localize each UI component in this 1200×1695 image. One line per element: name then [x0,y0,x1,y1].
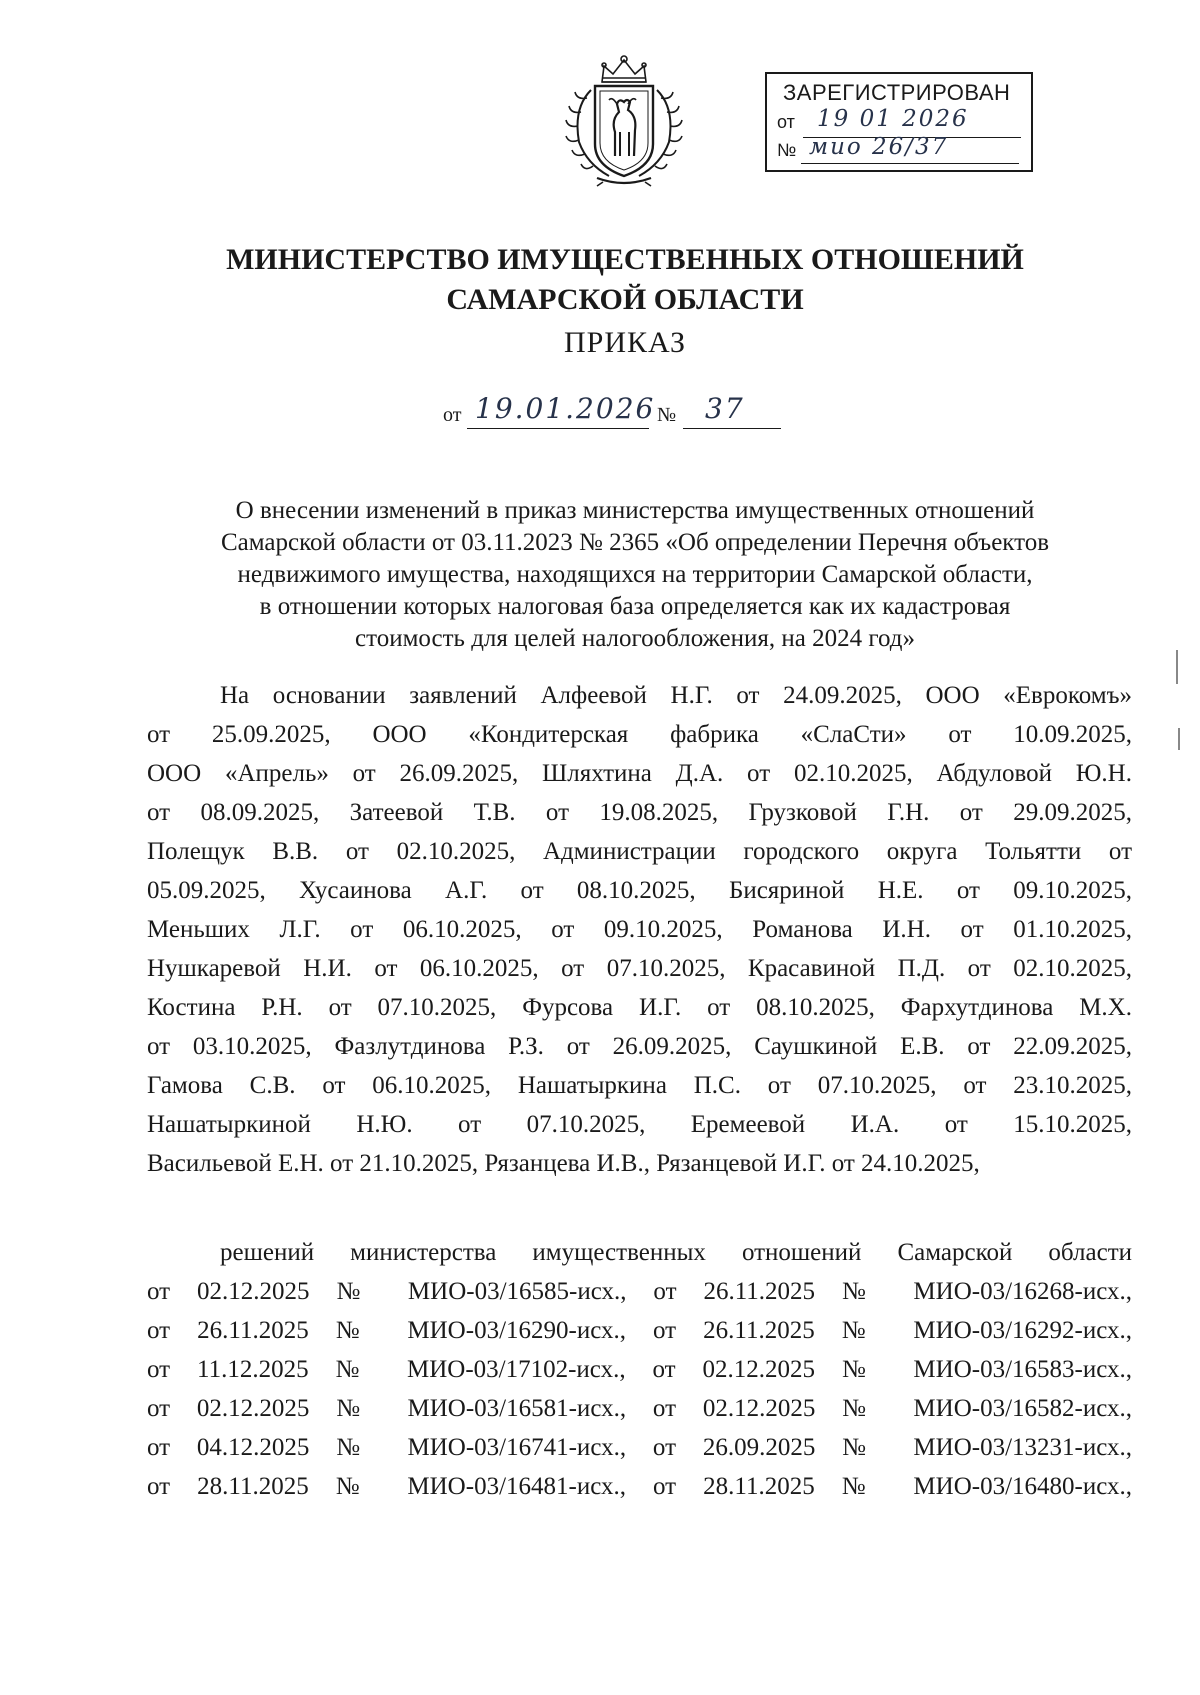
subject-line: О внесении изменений в приказ министерства имущественных отношений [235,497,1035,524]
paragraph-line: Полещук В.В. от 02.10.2025, Администрации городского округа Тольятти от [147,838,1132,865]
order-date-label: от [443,404,462,426]
paragraph-line: ООО «Апрель» от 26.09.2025, Шляхтина Д.А. от 02.10.2025, Абдуловой Ю.Н. [147,760,1132,787]
subject-line: в отношении которых налоговая база определяется как их кадастровая [259,593,1011,620]
subject-line: Самарской области от 03.11.2023 № 2365 «Об определении Перечня объектов [220,529,1050,556]
order-date-number [443,392,803,432]
paragraph-line: от 03.10.2025, Фазлутдинова Р.З. от 26.09.2025, Саушкиной Е.В. от 22.09.2025, [147,1033,1132,1060]
scan-artifact [1176,650,1178,684]
order-number-label: № [657,404,677,426]
paragraph-line: Гамова С.В. от 06.10.2025, Нашатыркина П.С. от 07.10.2025, от 23.10.2025, [147,1072,1132,1099]
paragraph-line: от 25.09.2025, ООО «Кондитерская фабрика «СлаСти» от 10.09.2025, [147,721,1132,748]
paragraph-line: Костина Р.Н. от 07.10.2025, Фурсова И.Г. от 08.10.2025, Фархутдинова М.Х. [147,994,1132,1021]
ministry-name [0,240,1200,320]
registration-stamp [765,72,1033,172]
paragraph-line: На основании заявлений Алфеевой Н.Г. от 24.09.2025, ООО «Еврокомъ» [220,682,1132,709]
scan-artifact [1178,728,1180,750]
paragraph-line: Меньших Л.Г. от 06.10.2025, от 09.10.2025, Романова И.Н. от 01.10.2025, [147,916,1132,943]
paragraph-line: решений министерства имущественных отношений Самарской области [220,1239,1132,1266]
registration-stamp-title: ЗАРЕГИСТРИРОВАН [783,80,1011,105]
paragraph-line: от 04.12.2025 № МИО-03/16741-исх., от 26.09.2025 № МИО-03/13231-исх., [147,1434,1132,1461]
subject-line: недвижимого имущества, находящихся на территории Самарской области, [237,561,1033,588]
paragraph-line: от 26.11.2025 № МИО-03/16290-исх., от 26.11.2025 № МИО-03/16292-исх., [147,1317,1132,1344]
ministry-name-line1: МИНИСТЕРСТВО ИМУЩЕСТВЕННЫХ ОТНОШЕНИЙ [226,243,1024,276]
registration-date-label: от [777,112,795,132]
subject-line: стоимость для целей налогообложения, на 2024 год» [355,625,915,652]
paragraph-line: от 11.12.2025 № МИО-03/17102-исх., от 02.12.2025 № МИО-03/16583-исх., [147,1356,1132,1383]
registration-number-handwritten: мио 26/37 [809,134,949,160]
ministry-name-line2: САМАРСКОЙ ОБЛАСТИ [446,283,804,316]
paragraph-line: от 02.12.2025 № МИО-03/16581-исх., от 02.12.2025 № МИО-03/16582-исх., [147,1395,1132,1422]
document-type-title: ПРИКАЗ [564,326,686,359]
paragraph-line: Васильевой Е.Н. от 21.10.2025, Рязанцева И.В., Рязанцевой И.Г. от 24.10.2025, [147,1150,980,1177]
body-paragraph-applications [147,676,1132,1183]
body-paragraph-decisions [147,1233,1132,1506]
order-number-handwritten: 37 [705,392,745,425]
order-subject [160,495,1110,655]
paragraph-line: 05.09.2025, Хусаинова А.Г. от 08.10.2025, Бисяриной Н.Е. от 09.10.2025, [147,877,1132,904]
paragraph-line: от 02.12.2025 № МИО-03/16585-исх., от 26.11.2025 № МИО-03/16268-исх., [147,1278,1132,1305]
paragraph-line: Нушкаревой Н.И. от 06.10.2025, от 07.10.2025, Красавиной П.Д. от 02.10.2025, [147,955,1132,982]
registration-date-handwritten: 19 01 2026 [817,106,969,132]
paragraph-line: Нашатыркиной Н.Ю. от 07.10.2025, Еремеевой И.А. от 15.10.2025, [147,1111,1132,1138]
registration-number-label: № [777,140,797,160]
coat-of-arms-icon [557,52,691,188]
paragraph-line: от 28.11.2025 № МИО-03/16481-исх., от 28.11.2025 № МИО-03/16480-исх., [147,1473,1132,1500]
order-date-handwritten: 19.01.2026 [475,392,656,425]
paragraph-line: от 08.09.2025, Затеевой Т.В. от 19.08.2025, Грузковой Г.Н. от 29.09.2025, [147,799,1132,826]
